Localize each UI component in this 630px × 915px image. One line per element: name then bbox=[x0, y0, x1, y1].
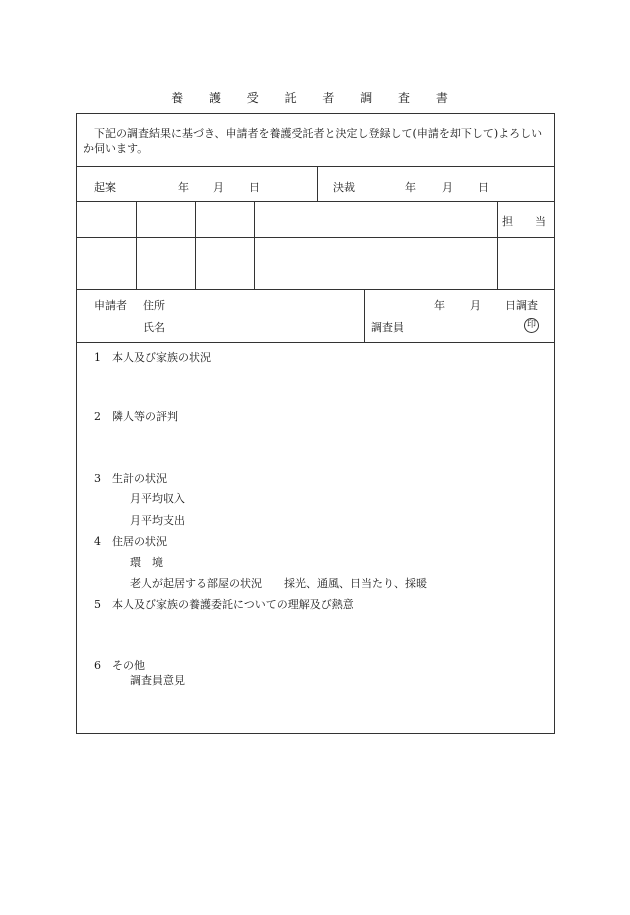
divider bbox=[195, 201, 196, 289]
section-other: 6 その他 bbox=[94, 659, 145, 672]
draft-label: 起案 bbox=[94, 181, 116, 194]
room-conditions: 老人が起居する部屋の状況 採光、通風、日当たり、採暖 bbox=[130, 577, 427, 590]
charge-label: 担 当 bbox=[502, 215, 546, 228]
divider bbox=[77, 289, 554, 290]
survey-day: 日調査 bbox=[505, 299, 538, 312]
divider bbox=[497, 201, 498, 289]
divider bbox=[317, 166, 318, 201]
divider bbox=[364, 289, 365, 342]
decision-label: 決裁 bbox=[333, 181, 355, 194]
divider bbox=[77, 201, 554, 202]
applicant-address: 住所 bbox=[143, 299, 165, 312]
draft-month: 月 bbox=[213, 181, 224, 194]
page-title: 養 護 受 託 者 調 査 書 bbox=[171, 91, 459, 105]
decision-month: 月 bbox=[442, 181, 453, 194]
section-understanding: 5 本人及び家族の養護委託についての理解及び熱意 bbox=[94, 598, 354, 611]
seal-icon: 印 bbox=[524, 318, 539, 333]
draft-day: 日 bbox=[249, 181, 260, 194]
survey-form bbox=[76, 113, 555, 734]
intro-text: 下記の調査結果に基づき、申請者を養護受託者と決定し登録して(申請を却下して)よろしいか伺います。 bbox=[83, 127, 543, 155]
divider bbox=[77, 166, 554, 167]
applicant-label: 申請者 bbox=[94, 299, 127, 312]
survey-month: 月 bbox=[470, 299, 481, 312]
monthly-income: 月平均収入 bbox=[130, 492, 185, 505]
section-livelihood: 3 生計の状況 bbox=[94, 472, 167, 485]
environment: 環 境 bbox=[130, 556, 163, 569]
investigator-label: 調査員 bbox=[371, 321, 404, 334]
section-reputation: 2 隣人等の評判 bbox=[94, 410, 178, 423]
decision-day: 日 bbox=[478, 181, 489, 194]
survey-year: 年 bbox=[434, 299, 445, 312]
draft-year: 年 bbox=[178, 181, 189, 194]
divider bbox=[77, 237, 554, 238]
section-family: 1 本人及び家族の状況 bbox=[94, 351, 211, 364]
divider bbox=[254, 201, 255, 289]
section-housing: 4 住居の状況 bbox=[94, 535, 167, 548]
decision-year: 年 bbox=[405, 181, 416, 194]
divider bbox=[136, 201, 137, 289]
applicant-name: 氏名 bbox=[143, 321, 165, 334]
divider bbox=[77, 342, 554, 343]
investigator-opinion: 調査員意見 bbox=[130, 674, 185, 687]
monthly-expense: 月平均支出 bbox=[130, 514, 185, 527]
